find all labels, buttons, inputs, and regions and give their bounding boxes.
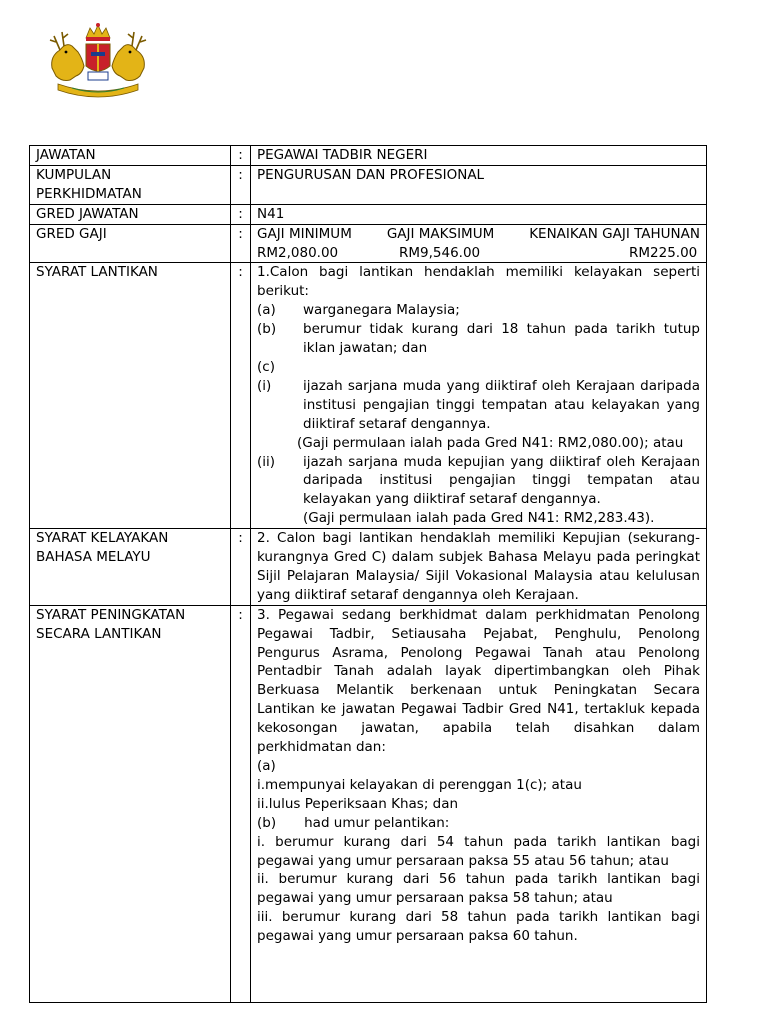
- list-item: i. berumur kurang dari 54 tahun pada tarikh lantikan bagi pegawai yang umur persaraan paksa 55 atau 56 tahun; atau: [257, 833, 700, 869]
- list-text: warganegara Malaysia;: [303, 302, 460, 319]
- row-label-syarat-lantikan: SYARAT LANTIKAN: [30, 263, 231, 529]
- label-text: SYARAT PENINGKATAN SECARA LANTIKAN: [36, 606, 186, 642]
- state-crest-icon: [42, 22, 154, 98]
- row-value-jawatan: PEGAWAI TADBIR NEGERI: [251, 146, 707, 166]
- list-text: had umur pelantikan:: [304, 814, 450, 831]
- colon-separator: :: [231, 165, 251, 204]
- colon-separator: :: [231, 529, 251, 606]
- list-item: [257, 814, 700, 833]
- list-marker: (b): [257, 814, 277, 831]
- row-value-bahasa: 2. Calon bagi lantikan hendaklah memiliki Kepujian (sekurang-kurangnya Gred C) dalam subjek Bahasa Melayu pada peringkat Sijil Pelajaran Malaysia/ Sijil Vokasional Malaysia atau kelulusan yang diiktiraf setaraf dengannya oleh Kerajaan.: [251, 529, 707, 606]
- label-text: SYARAT KELAYAKAN BAHASA MELAYU: [36, 530, 169, 566]
- row-label-jawatan: JAWATAN: [30, 146, 231, 166]
- peningkatan-text: 3. Pegawai sedang berkhidmat dalam perkhidmatan Penolong Pegawai Tadbir, Setiausaha Pejabat, Penghulu, Penolong Pengurus Asrama, Penolong Pegawai Tanah atau Penolong Pentadbir Tanah adalah layak dipertimbangkan oleh Pihak Berkuasa Melantik berkenaan untuk Peningkatan Secara Lantikan ke jawatan Pegawai Tadbir Gred N41, tertakluk kepada kekosongan jawatan, apabila telah disahkan dalam perkhidmatan dan:: [257, 606, 700, 756]
- syarat-lantikan-content: [251, 263, 707, 529]
- colon-separator: :: [231, 605, 251, 1002]
- colon-separator: :: [231, 263, 251, 529]
- row-value-kumpulan: PENGURUSAN DAN PROFESIONAL: [251, 165, 707, 204]
- list-item: i.mempunyai kelayakan di perenggan 1(c); atau: [257, 776, 582, 793]
- label-text: KUMPULAN PERKHIDMATAN: [36, 166, 142, 202]
- row-label-kumpulan: [30, 165, 231, 204]
- peningkatan-content: [251, 605, 707, 1002]
- colon-separator: :: [231, 224, 251, 263]
- list-text: berumur tidak kurang dari 18 tahun pada tarikh tutup iklan jawatan; dan: [303, 321, 700, 357]
- list-item: [257, 301, 700, 320]
- row-label-gred-jawatan: GRED JAWATAN: [30, 204, 231, 224]
- table-row: [30, 146, 707, 166]
- salary-value-increment: RM225.00: [629, 244, 698, 261]
- colon-separator: :: [231, 146, 251, 166]
- table-row: [30, 529, 707, 606]
- table-row: [30, 263, 707, 529]
- salary-header-max: GAJI MAKSIMUM: [386, 225, 495, 242]
- list-item: [257, 453, 700, 510]
- row-label-bahasa: [30, 529, 231, 606]
- row-label-peningkatan: [30, 605, 231, 1002]
- salary-note: (Gaji permulaan ialah pada Gred N41: RM2,080.00); atau: [297, 434, 684, 451]
- salary-note: (Gaji permulaan ialah pada Gred N41: RM2,283.43).: [303, 510, 655, 527]
- table-row: [30, 605, 707, 1002]
- list-item: [257, 377, 700, 434]
- table-row: [30, 204, 707, 224]
- salary-values: [257, 244, 700, 263]
- job-details-table: [29, 145, 707, 1003]
- list-item: ii.lulus Peperiksaan Khas; dan: [257, 795, 459, 812]
- salary-headers: [257, 225, 700, 244]
- row-value-gred-jawatan: N41: [251, 204, 707, 224]
- salary-value-min: RM2,080.00: [257, 244, 339, 261]
- table-row: [30, 165, 707, 204]
- list-text: [303, 358, 700, 377]
- list-marker: (b): [257, 321, 277, 338]
- list-item: ii. berumur kurang dari 56 tahun pada tarikh lantikan bagi pegawai yang umur persaraan paksa 58 tahun; atau: [257, 871, 700, 907]
- salary-header-min: GAJI MINIMUM: [257, 225, 352, 242]
- list-text: ijazah sarjana muda yang diiktiraf oleh Kerajaan daripada institusi pengajian tinggi tempatan atau kelayakan yang diiktiraf setaraf dengannya.: [303, 377, 700, 432]
- list-marker: (i): [257, 377, 272, 394]
- list-item: iii. berumur kurang dari 58 tahun pada tarikh lantikan bagi pegawai yang umur persaraan paksa 60 tahun.: [257, 909, 700, 945]
- table-row: [30, 224, 707, 263]
- list-text: ijazah sarjana muda kepujian yang diiktiraf oleh Kerajaan daripada institusi pengajian tinggi tempatan atau kelayakan yang diiktiraf setaraf dengannya.: [303, 453, 700, 508]
- list-marker: (ii): [257, 453, 276, 470]
- syarat-intro: 1.Calon bagi lantikan hendaklah memiliki kelayakan seperti berikut:: [257, 264, 700, 300]
- list-marker: (a): [257, 758, 276, 774]
- list-item: [257, 358, 700, 377]
- salary-value-max: RM9,546.00: [399, 244, 481, 261]
- salary-block: [251, 224, 707, 263]
- list-marker: (c): [257, 358, 275, 375]
- colon-separator: :: [231, 204, 251, 224]
- row-label-gred-gaji: GRED GAJI: [30, 224, 231, 263]
- salary-header-increment: KENAIKAN GAJI TAHUNAN: [529, 225, 700, 242]
- list-marker: (a): [257, 302, 276, 319]
- list-item: [257, 320, 700, 358]
